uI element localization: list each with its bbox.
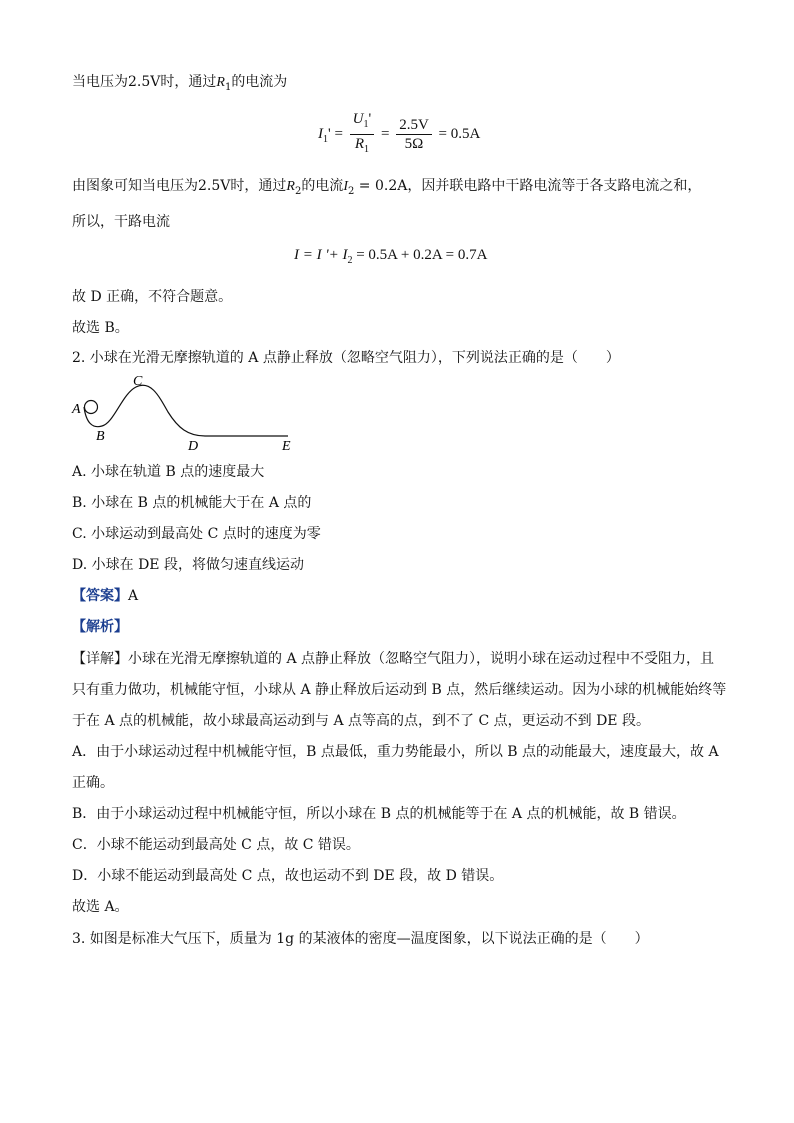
analysis-tag: 【解析】 — [72, 619, 128, 635]
explanation-c: C．小球不能运动到最高处 C 点，故 C 错误。 — [72, 837, 360, 853]
label-c: C — [133, 374, 143, 389]
option-d: D. 小球在 DE 段，将做匀速直线运动 — [72, 557, 304, 573]
detail-text: 小球在光滑无摩擦轨道的 A 点静止释放（忽略空气阻力），说明小球在运动过程中不受阻力，且 — [128, 651, 715, 667]
subscript: 1 — [364, 144, 370, 155]
voltage-value: 2.5V — [128, 74, 161, 90]
graph-reading-line — [72, 176, 701, 202]
current-symbol: I — [343, 179, 348, 194]
text: 的电流 — [301, 178, 344, 194]
explanation-a: A．由于小球运动过程中机械能守恒，B 点最低，重力势能最小，所以 B 点的动能最大，速度最大，故 A — [72, 744, 719, 760]
subscript: 2 — [294, 185, 302, 197]
track-curve — [84, 385, 288, 436]
text: 时，通过 — [160, 74, 217, 90]
subscript: 1 — [323, 133, 328, 145]
denominator: 5Ω — [404, 136, 424, 152]
label-a: A — [72, 402, 81, 417]
subscript: 1 — [363, 119, 369, 130]
symbol: U — [352, 111, 364, 127]
question-2-stem: 2. 小球在光滑无摩擦轨道的 A 点静止释放（忽略空气阻力），下列说法正确的是（ ） — [72, 350, 620, 366]
subscript: 2 — [347, 255, 353, 266]
subscript: 1 — [224, 81, 232, 93]
answer-tag: 【答案】 — [72, 588, 128, 604]
text: 的电流为 — [231, 74, 288, 90]
fraction-u-over-r — [350, 110, 375, 159]
detail-line-3: 于在 A 点的机械能，故小球最高运动到与 A 点等高的点，到不了 C 点，更运动不到 DE 段。 — [72, 713, 650, 729]
resistor-symbol: R — [286, 179, 295, 194]
equation-left: I = I '+ I — [294, 247, 348, 263]
prime: ' — [368, 111, 372, 127]
choice-line: 故选 B。 — [72, 320, 129, 336]
label-b: B — [96, 429, 105, 444]
operator: = — [380, 125, 390, 142]
operator: ' = — [328, 125, 343, 142]
voltage-value: 2.5V — [198, 178, 231, 194]
option-c: C. 小球运动到最高处 C 点时的速度为零 — [72, 526, 321, 542]
text: ，因并联电路中干路电流等于各支路电流之和， — [407, 178, 702, 194]
option-a: A. 小球在轨道 B 点的速度最大 — [72, 464, 265, 480]
current-equation-1 — [318, 110, 480, 159]
final-choice: 故选 A。 — [72, 899, 129, 915]
result: = 0.5A — [438, 125, 481, 142]
explanation-a-cont: 正确。 — [72, 775, 114, 791]
resistor-symbol: R — [216, 75, 225, 90]
track-figure — [70, 374, 300, 454]
detail-line-2: 只有重力做功，机械能守恒，小球从 A 静止释放后运动到 B 点，然后继续运动。因为小球的机械能始终等 — [72, 682, 727, 698]
answer-value: A — [128, 588, 139, 604]
explanation-b: B．由于小球运动过程中机械能守恒，所以小球在 B 点的机械能等于在 A 点的机械能，故 B 错误。 — [72, 806, 686, 822]
conclusion-line: 故 D 正确，不符合题意。 — [72, 289, 233, 305]
main-current-line: 所以，干路电流 — [72, 214, 170, 230]
text: 当电压为 — [72, 74, 128, 90]
text: 由图象可知当电压为 — [72, 178, 198, 194]
symbol: I — [318, 125, 323, 142]
equation-right: = 0.5A + 0.2A = 0.7A — [352, 247, 488, 263]
option-b: B. 小球在 B 点的机械能大于在 A 点的 — [72, 495, 312, 511]
explanation-d: D．小球不能运动到最高处 C 点，故也运动不到 DE 段，故 D 错误。 — [72, 868, 504, 884]
label-e: E — [282, 439, 291, 454]
symbol: R — [354, 136, 365, 152]
current-equation-2 — [294, 247, 487, 266]
question-3-stem: 3. 如图是标准大气压下，质量为 1g 的某液体的密度—温度图象，以下说法正确的是（ ） — [72, 931, 649, 947]
answer-line — [72, 586, 138, 606]
detail-tag: 【详解】 — [72, 651, 128, 667]
intro-line — [72, 72, 287, 98]
label-d: D — [188, 439, 199, 454]
subscript: 2 — [347, 185, 355, 197]
current-value: = 0.2A — [354, 178, 408, 194]
ball — [85, 401, 98, 414]
detail-line-1 — [72, 649, 714, 669]
fraction-values — [396, 116, 432, 153]
text: 时，通过 — [230, 178, 287, 194]
analysis-line — [72, 617, 128, 637]
numerator: 2.5V — [396, 116, 432, 135]
